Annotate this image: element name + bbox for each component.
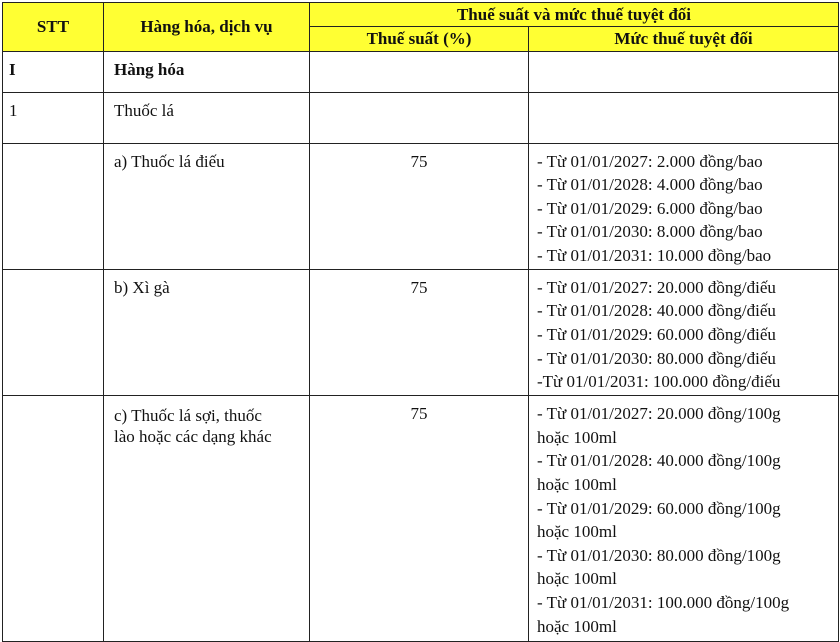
table-row	[3, 92, 839, 143]
table-row	[3, 396, 839, 642]
row-stt: I	[3, 51, 104, 92]
absolute-line: - Từ 01/01/2029: 60.000 đồng/100g	[537, 498, 781, 518]
absolute-line: - Từ 01/01/2029: 60.000 đồng/điếu	[537, 325, 776, 345]
row-rate	[310, 92, 529, 143]
absolute-line: - Từ 01/01/2027: 2.000 đồng/bao	[537, 151, 763, 171]
absolute-line: - Từ 01/01/2030: 80.000 đồng/điếu	[537, 348, 776, 368]
absolute-line: - Từ 01/01/2030: 8.000 đồng/bao	[537, 222, 763, 242]
absolute-line: hoặc 100ml	[537, 569, 617, 589]
absolute-line: - Từ 01/01/2028: 4.000 đồng/bao	[537, 175, 763, 195]
header-tax-rate: Thuế suất (%)	[310, 27, 529, 51]
row-name: Hàng hóa	[104, 51, 310, 92]
absolute-line: -Từ 01/01/2031: 100.000 đồng/điếu	[537, 372, 781, 392]
row-absolute	[529, 269, 839, 395]
row-name-line: c) Thuốc lá sợi, thuốc	[114, 406, 262, 426]
row-rate: 75	[310, 396, 529, 642]
absolute-line: - Từ 01/01/2027: 20.000 đồng/100g	[537, 404, 781, 424]
excise-tax-table	[2, 2, 839, 642]
absolute-line: - Từ 01/01/2028: 40.000 đồng/điếu	[537, 301, 776, 321]
table-row	[3, 143, 839, 269]
absolute-line: - Từ 01/01/2029: 6.000 đồng/bao	[537, 198, 763, 218]
row-rate: 75	[310, 143, 529, 269]
header-absolute-tax: Mức thuế tuyệt đối	[529, 27, 839, 51]
absolute-line: - Từ 01/01/2031: 100.000 đồng/100g	[537, 593, 790, 612]
absolute-line: hoặc 100ml	[537, 427, 617, 447]
header-stt: STT	[3, 3, 104, 52]
row-name	[104, 396, 310, 642]
absolute-line: - Từ 01/01/2028: 40.000 đồng/100g	[537, 451, 781, 471]
row-name-line: lào hoặc các dạng khác	[114, 427, 272, 447]
row-rate	[310, 51, 529, 92]
row-rate: 75	[310, 269, 529, 395]
absolute-line: hoặc 100ml	[537, 475, 617, 495]
row-absolute	[529, 51, 839, 92]
row-stt	[3, 269, 104, 395]
absolute-line: - Từ 01/01/2027: 20.000 đồng/điếu	[537, 277, 776, 297]
row-absolute	[529, 143, 839, 269]
row-absolute	[529, 92, 839, 143]
table-row	[3, 51, 839, 92]
header-tax-group: Thuế suất và mức thuế tuyệt đối	[310, 3, 839, 27]
absolute-line: hoặc 100ml	[537, 522, 617, 542]
header-goods-services: Hàng hóa, dịch vụ	[104, 3, 310, 52]
row-name: Thuốc lá	[104, 92, 310, 143]
row-stt: 1	[3, 92, 104, 143]
absolute-line: hoặc 100ml	[537, 616, 617, 636]
absolute-line: - Từ 01/01/2031: 10.000 đồng/bao	[537, 245, 772, 265]
row-stt	[3, 143, 104, 269]
header-row-top	[3, 3, 839, 27]
row-name: b) Xì gà	[104, 269, 310, 395]
table-row	[3, 269, 839, 395]
absolute-line: - Từ 01/01/2030: 80.000 đồng/100g	[537, 545, 781, 565]
row-absolute	[529, 396, 839, 642]
row-stt	[3, 396, 104, 642]
row-name: a) Thuốc lá điếu	[104, 143, 310, 269]
